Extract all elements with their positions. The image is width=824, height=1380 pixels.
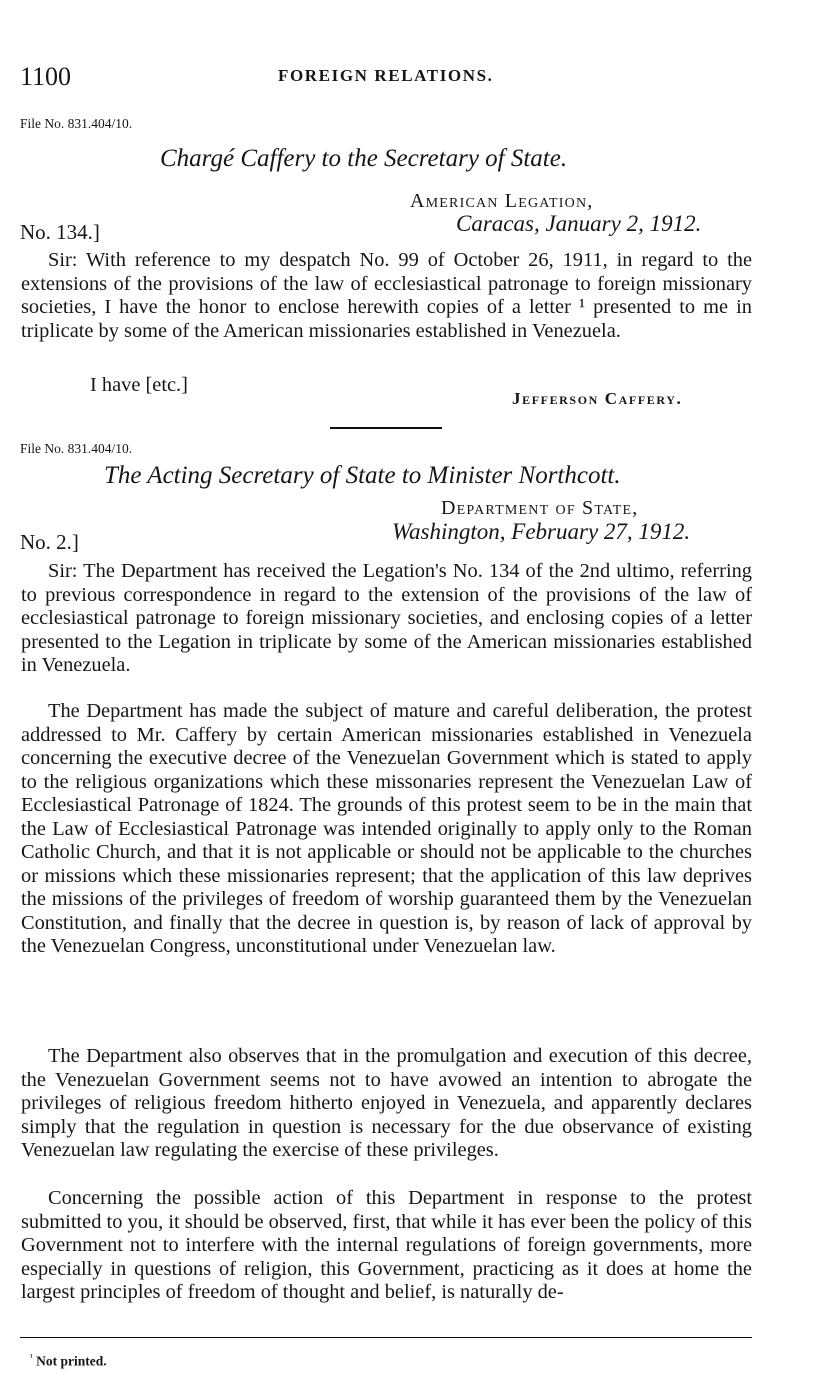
footnote-text: Not printed. xyxy=(36,1353,107,1369)
body-2-paragraph-1: Sir: The Department has received the Legation's No. 134 of the 2nd ultimo, referring to previous correspondence in regard to the extension of the provisions of the law of ecclesiastical patronage to foreign missionary societies, and enclosing copies of a letter presented to the Legation in triplicate by some of the American missionaries established in Venezuela. xyxy=(21,560,752,676)
running-title: FOREIGN RELATIONS. xyxy=(278,66,494,85)
despatch-number-2: No. 2.] xyxy=(20,530,79,554)
body-2-paragraph-2: The Department has made the subject of mature and careful deliberation, the protest addressed to Mr. Caffery by certain American missionaries established in Venezuela concerning the executive decree of the Venezuelan Government which is stated to apply to the religious organizations which these missonaries represent the Venezuelan Law of Ecclesiastical Patronage of 1824. The grounds of this protest seem to be in the main that the Law of Ecclesiastical Patronage was intended originally to apply only to the Roman Catholic Church, and that it is not applicable or should not be applicable to the churches or missions which these missionaries represent; that the application of this law deprives the missions of the privileges of freedom of worship guaranteed them by the Venezuelan Constitution, and finally that the decree in question is, by reason of lack of approval by the Venezuelan Congress, unconstitutional under Venezuelan law. xyxy=(21,700,752,957)
place-1: American Legation, xyxy=(410,190,594,212)
body-2-paragraph-4: Concerning the possible action of this Department in response to the protest submitted to you, it should be observed, first, that while it has ever been the policy of this Government not to interfere with the internal regulations of foreign governments, more especially in questions of religion, this Government, practicing as it does at home the largest principles of freedom of thought and belief, is naturally de- xyxy=(21,1187,752,1303)
heading-2: The Acting Secretary of State to Minister Northcott. xyxy=(104,462,621,489)
page-number: 1100 xyxy=(20,62,72,91)
file-number-2: File No. 831.404/10. xyxy=(20,441,133,456)
body-1: Sir: With reference to my despatch No. 99 of October 26, 1911, in regard to the extensions of the provisions of the law of ecclesiastical patronage to foreign missionary societies, I have the honor to enclose herewith copies of a letter ¹ presented to me in triplicate by some of the American missionaries established in Venezuela. xyxy=(21,249,752,342)
date-1: Caracas, January 2, 1912. xyxy=(456,211,702,236)
footnote-rule xyxy=(20,1337,752,1338)
place-2: Department of State, xyxy=(441,497,639,519)
date-2: Washington, February 27, 1912. xyxy=(392,519,691,544)
file-number-1: File No. 831.404/10. xyxy=(20,116,133,131)
heading-1: Chargé Caffery to the Secretary of State. xyxy=(160,145,568,172)
footnote xyxy=(30,1352,107,1370)
signature-1: Jefferson Caffery. xyxy=(512,389,683,408)
body-2-paragraph-3: The Department also observes that in the promulgation and execution of this decree, the Venezuelan Government seems not to have avowed an intention to abrogate the privileges of religious freedom hitherto enjoyed in Venezuela, and apparently declares simply that the regulation in question is necessary for the due observance of existing Venezuelan law regulating the exercise of these privileges. xyxy=(21,1045,752,1161)
footnote-marker: ¹ xyxy=(30,1352,33,1362)
section-divider xyxy=(330,427,442,429)
closing-1: I have [etc.] xyxy=(90,374,188,396)
despatch-number-1: No. 134.] xyxy=(20,220,100,244)
